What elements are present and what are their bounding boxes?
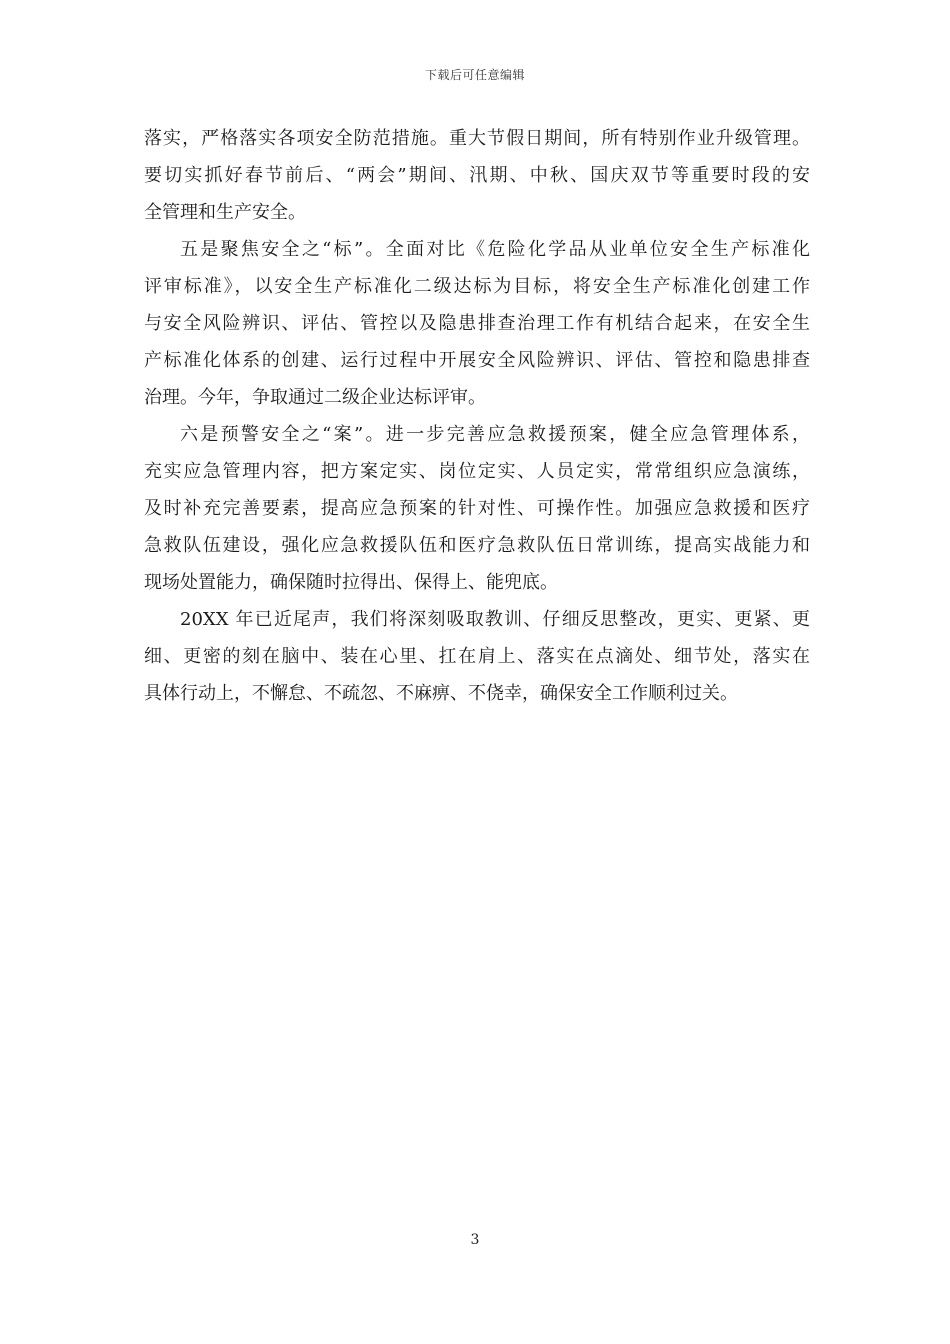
text-line: 急救队伍建设，强化应急救援队伍和医疗急救队伍日常训练，提高实战能力和 [144,535,810,556]
page-number: 3 [470,1232,480,1248]
text-line: 落实，严格落实各项安全防范措施。重大节假日期间，所有特别作业升级管理。 [144,128,810,149]
text-line: 20XX 年已近尾声，我们将深刻吸取教训、仔细反思整改，更实、更紧、更 [180,609,810,630]
text-line: 评审标准》，以安全生产标准化二级达标为目标，将安全生产标准化创建工作 [144,276,810,297]
text-line: 要切实抓好春节前后、“两会”期间、汛期、中秋、国庆双节等重要时段的安 [144,165,810,186]
text-line: 与安全风险辨识、评估、管控以及隐患排查治理工作有机结合起来，在安全生 [144,313,810,334]
text-line: 六是预警安全之“案”。进一步完善应急救援预案，健全应急管理体系， [180,424,810,445]
document-body [144,120,810,712]
text-line: 全管理和生产安全。 [144,202,306,223]
page-header: 下载后可任意编辑 [424,68,525,82]
text-line: 细、更密的刻在脑中、装在心里、扛在肩上、落实在点滴处、细节处，落实在 [144,646,810,667]
text-line: 充实应急管理内容，把方案定实、岗位定实、人员定实，常常组织应急演练， [144,461,810,482]
text-line: 五是聚焦安全之“标”。全面对比《危险化学品从业单位安全生产标准化 [180,239,810,260]
text-line: 产标准化体系的创建、运行过程中开展安全风险辨识、评估、管控和隐患排查 [144,350,810,371]
text-line: 及时补充完善要素，提高应急预案的针对性、可操作性。加强应急救援和医疗 [144,498,810,519]
text-line: 具体行动上，不懈怠、不疏忽、不麻痹、不侥幸，确保安全工作顺利过关。 [144,683,738,704]
paragraph-2 [144,231,810,416]
text-line: 现场处置能力，确保随时拉得出、保得上、能兜底。 [144,572,558,593]
paragraph-3 [144,416,810,601]
paragraph-4 [144,601,810,712]
paragraph-1 [144,120,810,231]
text-line: 治理。今年，争取通过二级企业达标评审。 [144,387,486,408]
